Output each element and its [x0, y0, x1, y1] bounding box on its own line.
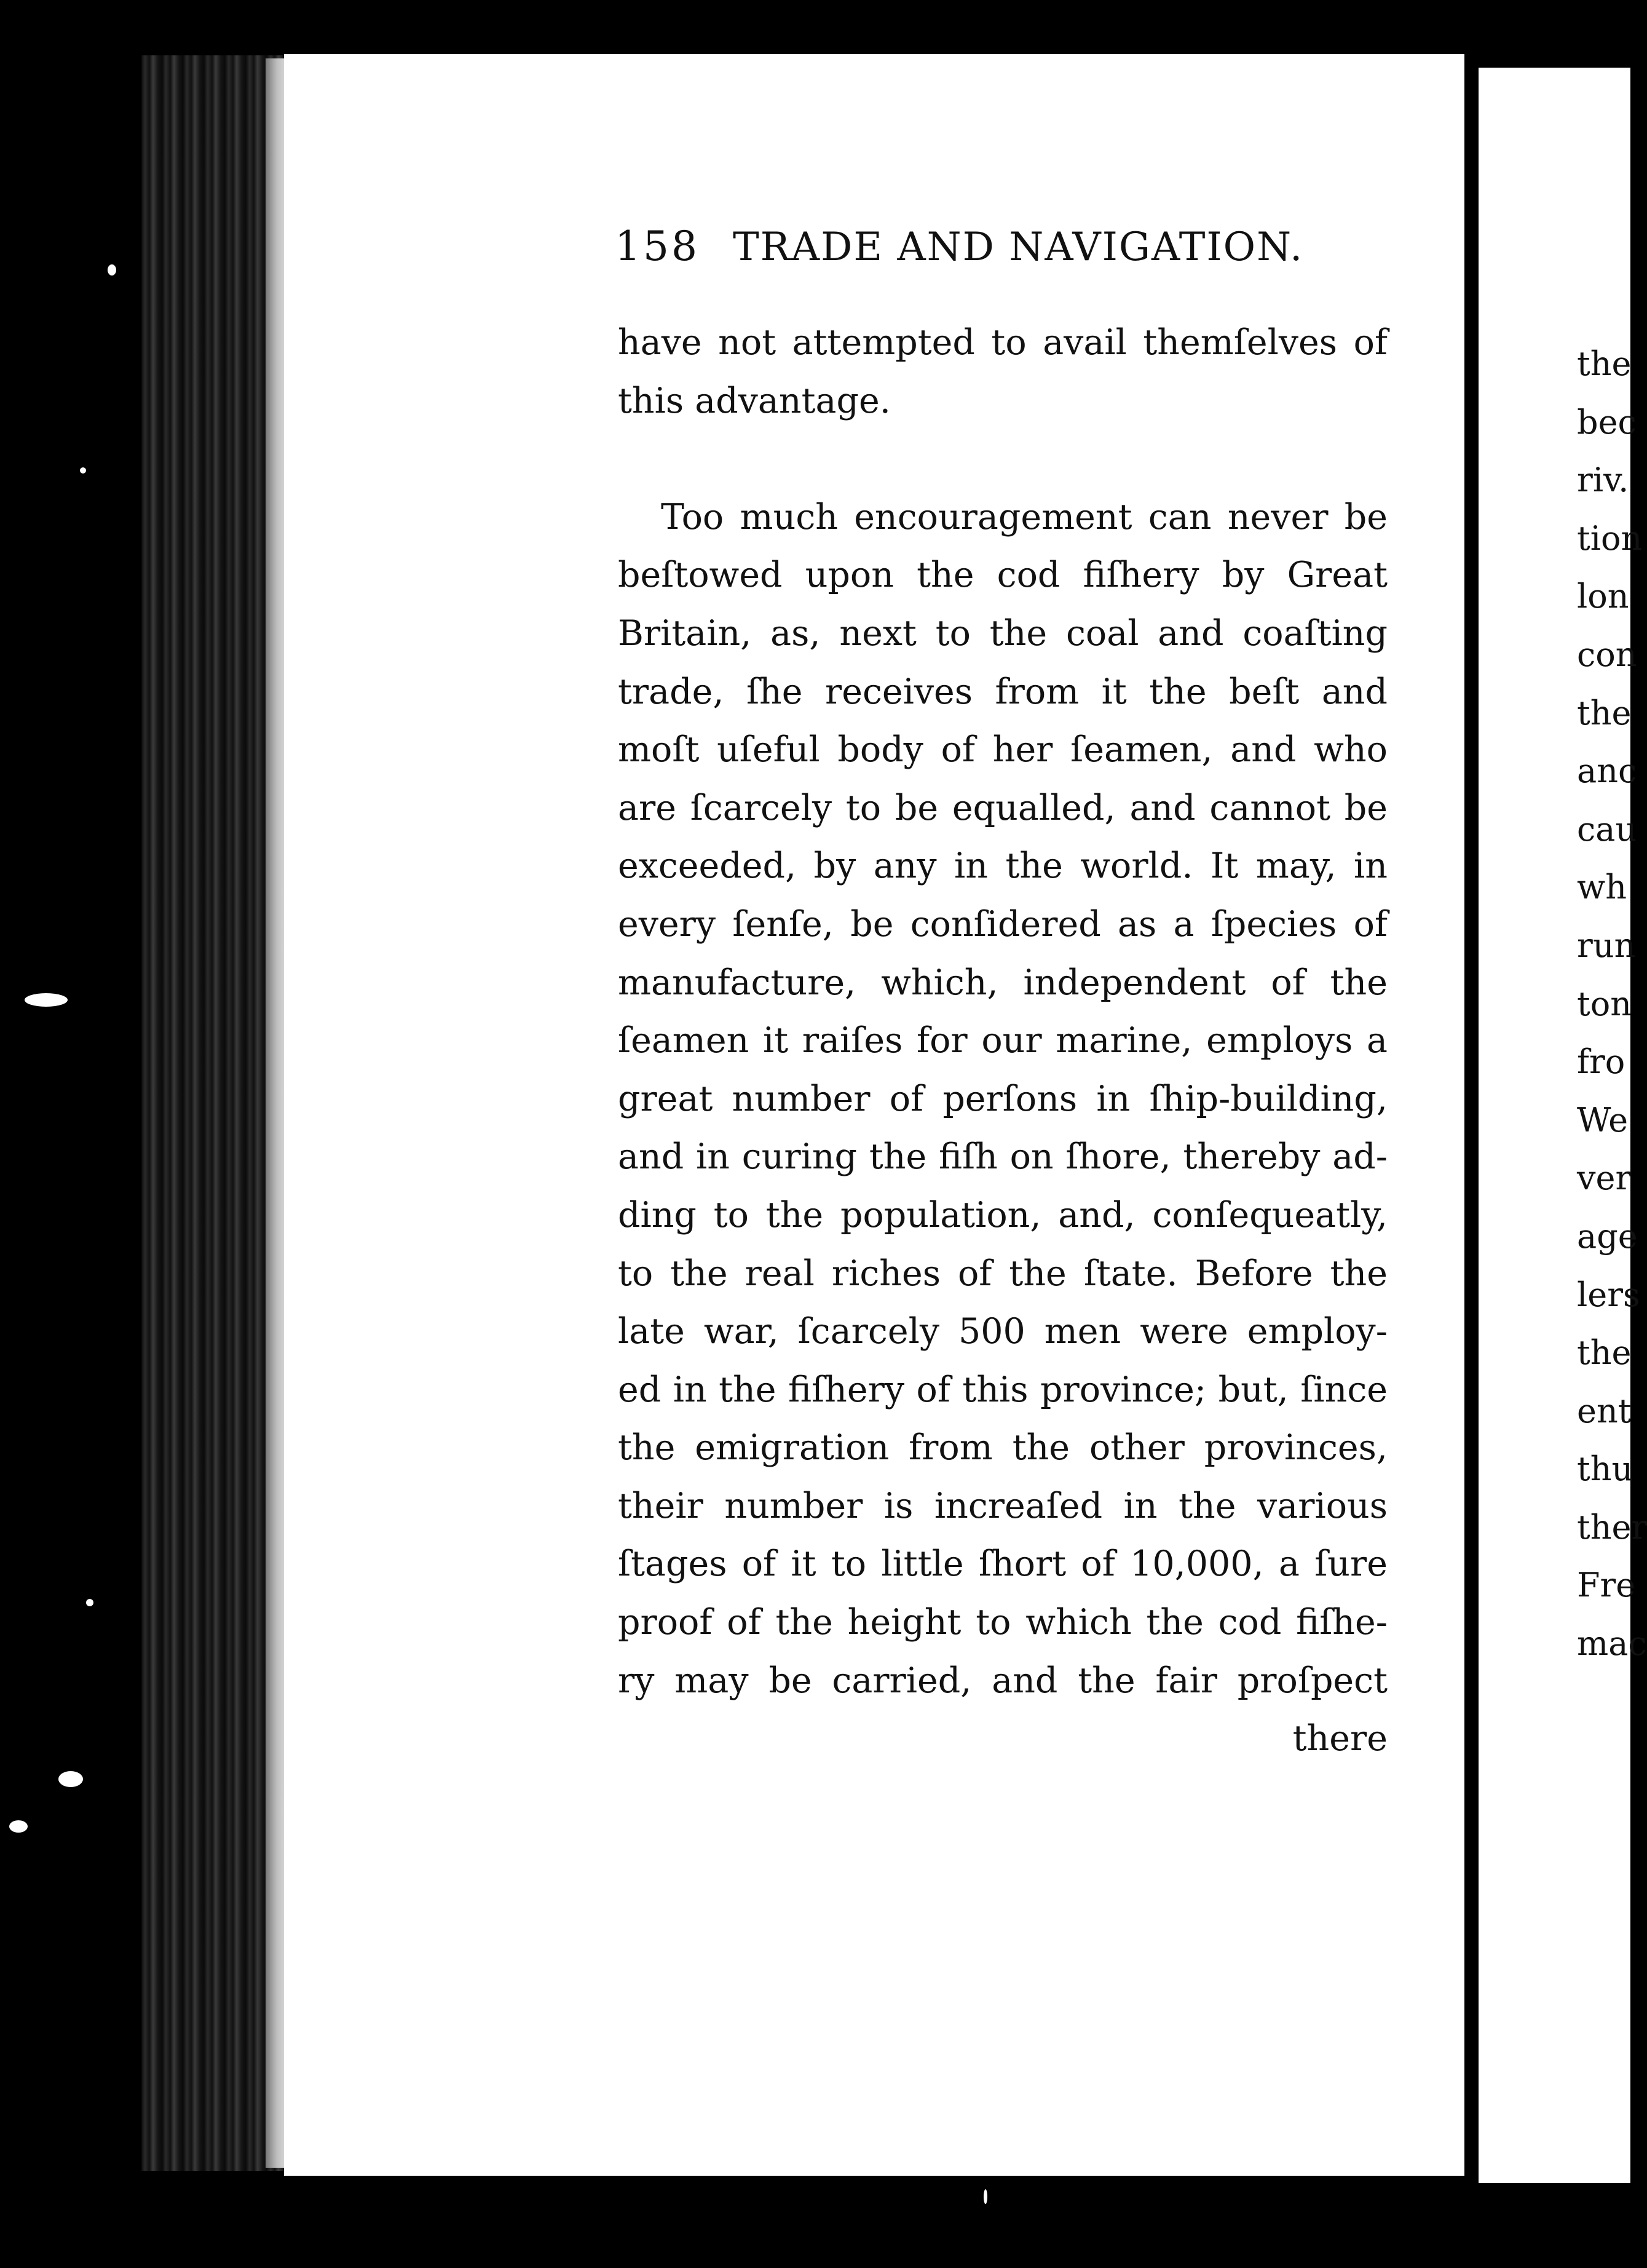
facing-line: tion — [1577, 518, 1643, 558]
paragraph-break — [618, 430, 1388, 488]
dust-speck — [58, 1771, 83, 1787]
text-line: trade, ſhe receives from it the beſt and — [618, 671, 1388, 712]
facing-line: cau — [1577, 809, 1637, 849]
facing-line: We — [1577, 1100, 1629, 1140]
catchword: there — [1292, 1718, 1388, 1759]
text-line: every ſenſe, be conſidered as a ſpecies of — [618, 903, 1388, 945]
facing-line: ton — [1577, 984, 1632, 1023]
text-line: have not attempted to avail themſelves of — [618, 322, 1388, 363]
text-line: their number is increaſed in the various — [618, 1485, 1388, 1526]
text-line: moſt uſeful body of her ſeamen, and who — [618, 729, 1388, 771]
dust-speck — [86, 1599, 93, 1606]
dust-speck — [80, 467, 86, 474]
facing-line: the — [1577, 1333, 1632, 1373]
text-line: manufacture, which, independent of the — [618, 962, 1388, 1003]
facing-line: Fre — [1577, 1566, 1636, 1605]
facing-line: fro — [1577, 1042, 1625, 1082]
text-line: are ſcarcely to be equalled, and cannot be — [618, 787, 1388, 828]
text-line: ſtages of it to little ſhort of 10,000, a ſure — [618, 1544, 1388, 1585]
dust-speck — [108, 264, 116, 276]
text-line: beſtowed upon the cod fiſhery by Great — [618, 555, 1388, 596]
facing-line: lers — [1577, 1275, 1640, 1314]
facing-line: the — [1577, 693, 1632, 732]
dust-speck — [25, 993, 68, 1007]
running-title: TRADE AND NAVIGATION. — [732, 224, 1304, 270]
facing-line: ent — [1577, 1391, 1632, 1430]
text-line: ed in the fiſhery of this province; but, ſince — [618, 1369, 1388, 1410]
page-header — [615, 223, 1303, 284]
facing-page-text — [1577, 335, 1647, 1673]
text-line: exceeded, by any in the world. It may, in — [618, 846, 1388, 887]
text-line: this advantage. — [618, 380, 891, 421]
facing-line: wh — [1577, 868, 1627, 907]
text-line: ry may be carried, and the fair proſpect — [618, 1660, 1388, 1701]
text-line: Too much encouragement can never be — [661, 496, 1388, 537]
page-number: 158 — [615, 223, 700, 270]
facing-line: run — [1577, 926, 1636, 965]
facing-line: thu — [1577, 1449, 1633, 1489]
facing-line: lon — [1577, 577, 1629, 616]
dust-speck — [9, 1820, 28, 1833]
text-line: to the real riches of the ſtate. Before the — [618, 1253, 1388, 1294]
facing-line: ver — [1577, 1159, 1632, 1198]
dust-speck — [984, 2189, 987, 2204]
facing-line: riv. — [1577, 461, 1629, 500]
facing-line: the — [1577, 344, 1632, 383]
text-line: the emigration from the other provinces, — [618, 1427, 1388, 1469]
facing-line: mac — [1577, 1624, 1647, 1663]
facing-line: ther — [1577, 1507, 1647, 1547]
facing-line: con — [1577, 635, 1637, 674]
text-line: proof of the height to which the cod fiſhe- — [618, 1602, 1388, 1643]
facing-line: age — [1577, 1216, 1638, 1256]
text-line: and in curing the fiſh on ſhore, thereby ad- — [618, 1136, 1388, 1178]
text-line: Britain, as, next to the coal and coaſting — [618, 613, 1388, 654]
text-line: ding to the population, and, conſequeatly, — [618, 1194, 1388, 1235]
text-line: late war, ſcarcely 500 men were employ- — [618, 1311, 1388, 1352]
body-text — [618, 314, 1388, 1768]
facing-line: bec — [1577, 402, 1637, 442]
text-line: great number of perſons in ſhip-building, — [618, 1078, 1388, 1119]
text-line: ſeamen it raiſes for our marine, employs a — [618, 1020, 1388, 1061]
facing-line: anc — [1577, 751, 1637, 791]
